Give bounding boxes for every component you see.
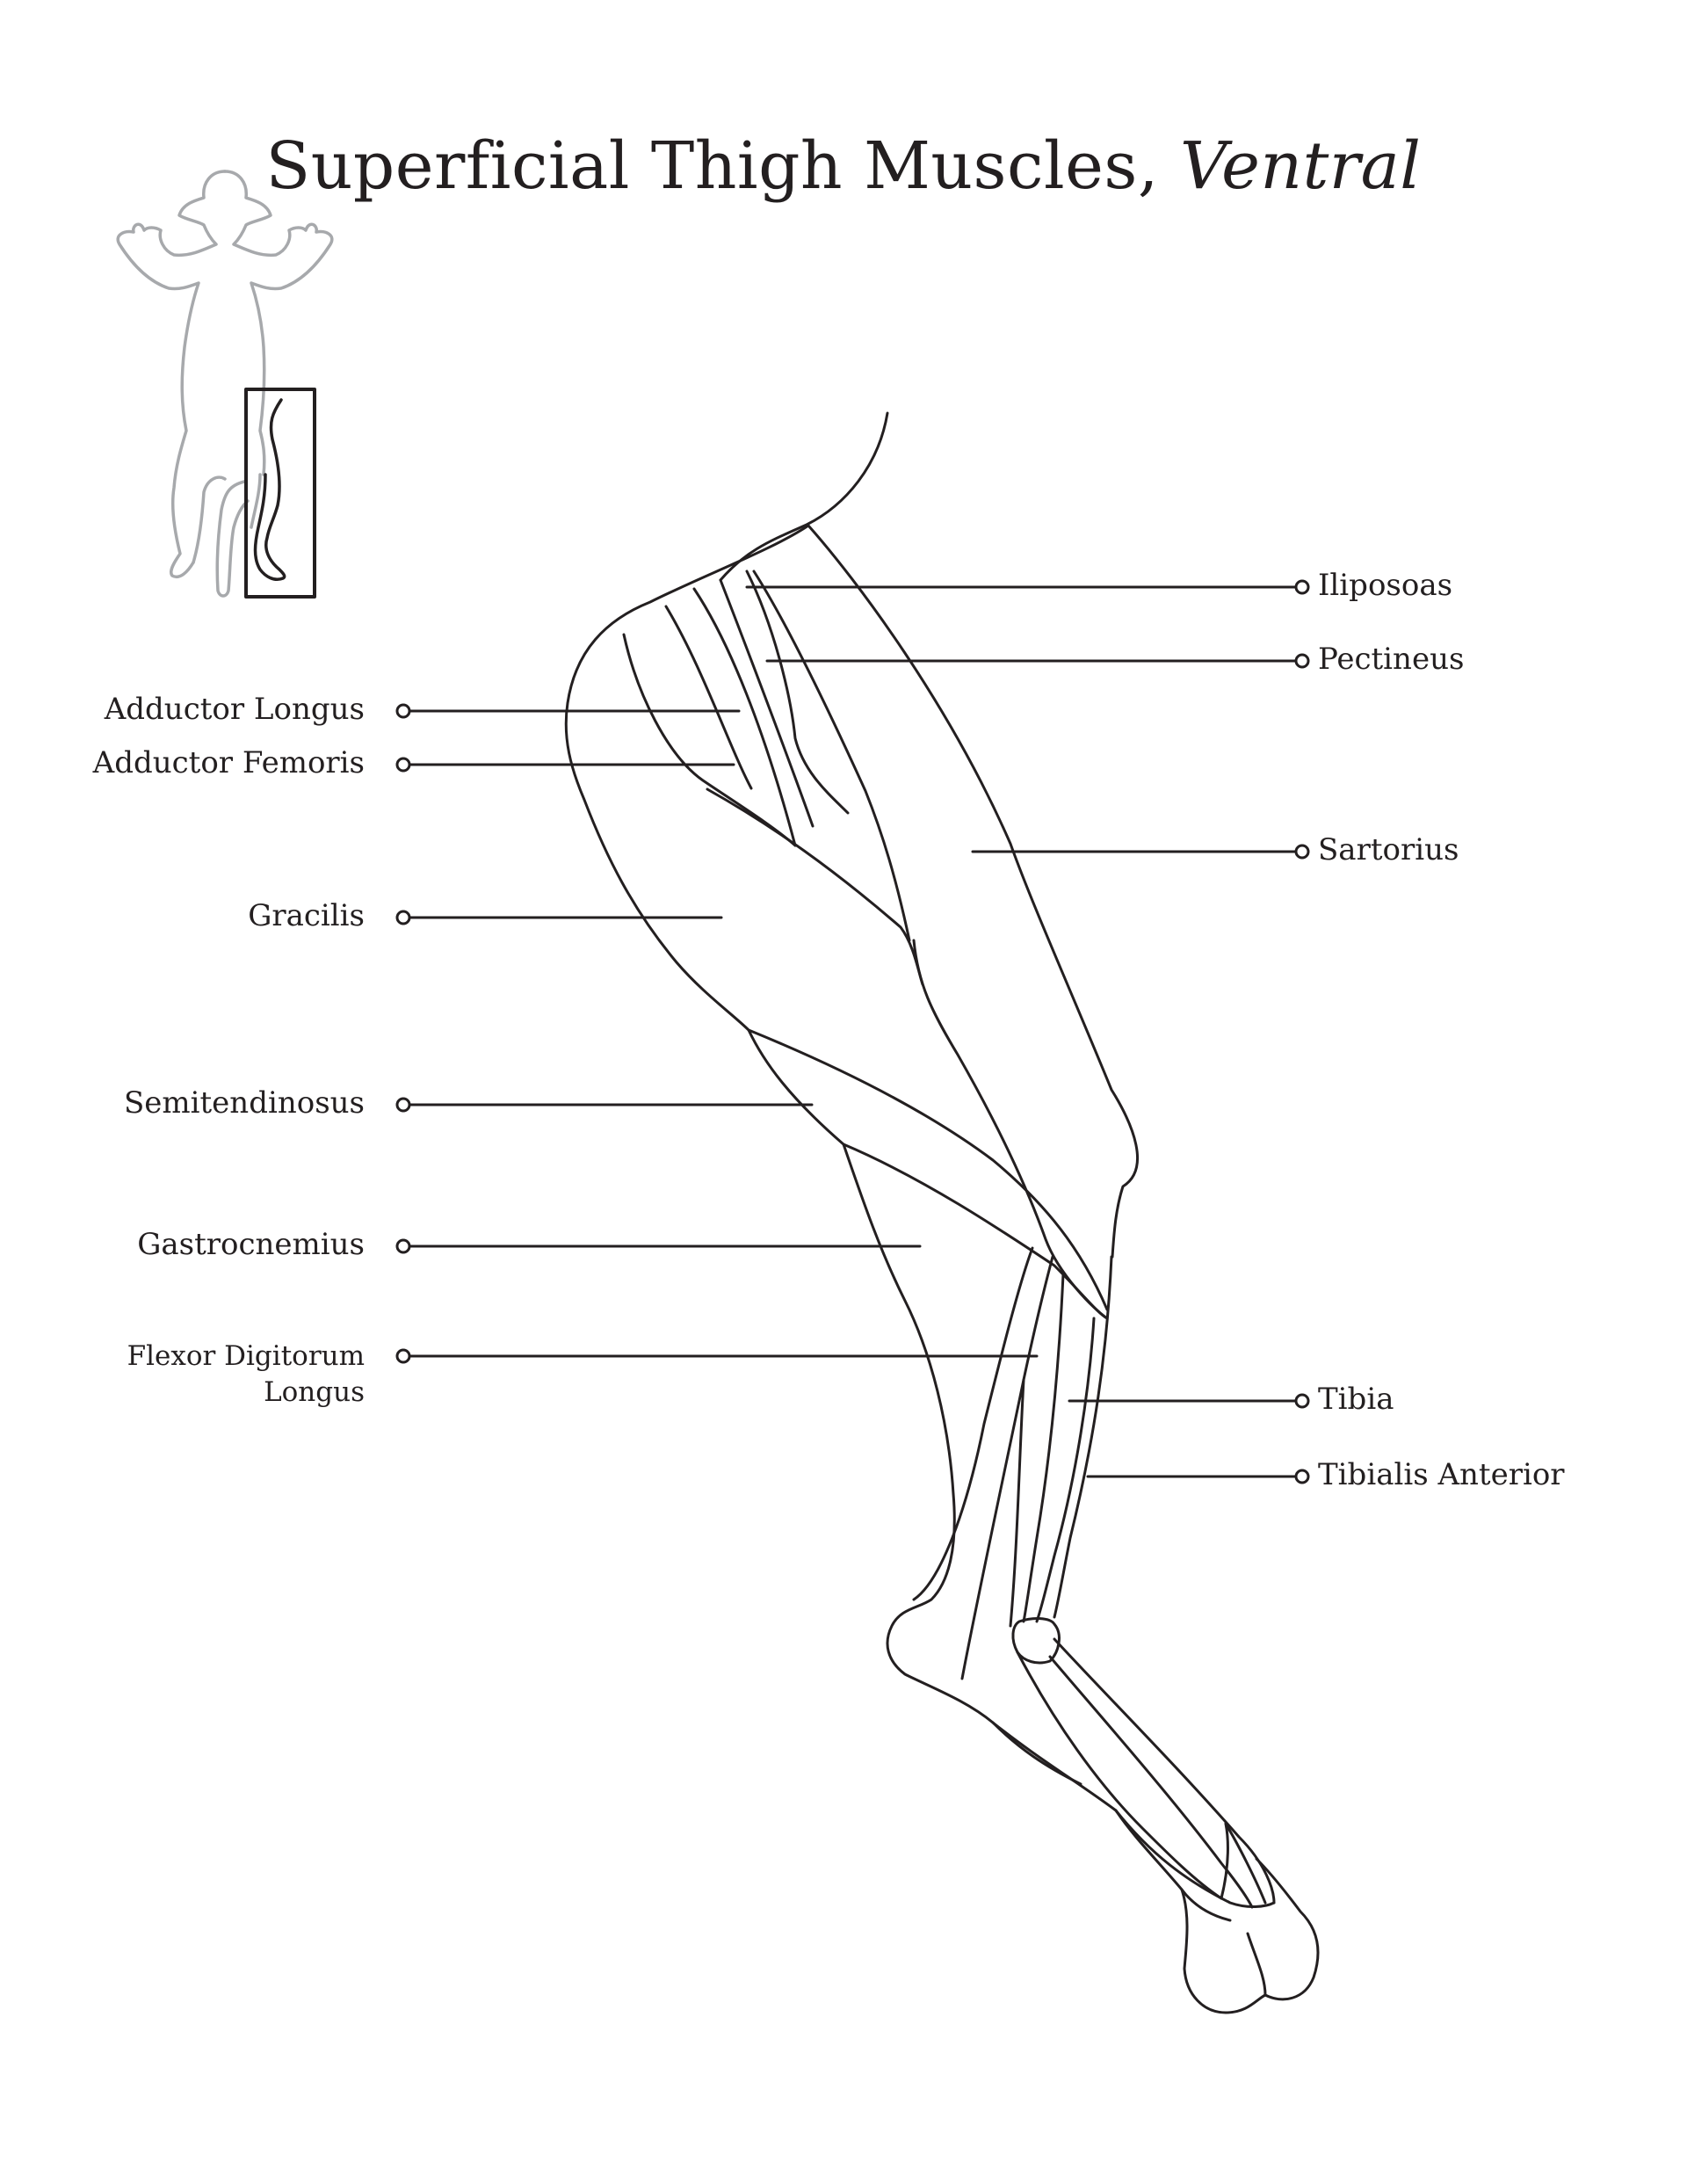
label-iliopsoas: Iliposoas [1318, 568, 1453, 603]
label-pectineus: Pectineus [1318, 642, 1465, 677]
label-semitendinosus: Semitendinosus [123, 1085, 365, 1121]
leader-dot-tibia [1296, 1395, 1308, 1407]
label-tibia: Tibia [1318, 1382, 1394, 1417]
body-silhouette [118, 171, 332, 596]
label-tibialis-anterior: Tibialis Anterior [1318, 1457, 1565, 1492]
leader-dot-semitendinosus [397, 1099, 409, 1111]
leader-dot-gracilis [397, 911, 409, 924]
title-main: Superficial Thigh Muscles, [265, 127, 1159, 204]
leader-dot-iliopsoas [1296, 581, 1308, 593]
title-view: Ventral [1179, 127, 1422, 204]
label-gastrocnemius: Gastrocnemius [137, 1227, 365, 1262]
label-sartorius: Sartorius [1318, 832, 1459, 867]
label-adductor-femoris: Adductor Femoris [92, 745, 365, 780]
leader-dot-pectineus [1296, 655, 1308, 667]
leg-illustration [566, 413, 1318, 2013]
leader-lines [397, 581, 1308, 1483]
label-flexor-digitorum-line1: Flexor Digitorum [127, 1340, 365, 1372]
label-gracilis: Gracilis [248, 898, 365, 933]
leader-dot-sartorius [1296, 845, 1308, 858]
label-flexor-digitorum-line2: Longus [264, 1376, 365, 1408]
leader-dot-adductor-longus [397, 705, 409, 717]
leader-dot-flexor-digitorum [397, 1350, 409, 1362]
leader-dot-gastrocnemius [397, 1240, 409, 1252]
leader-dot-adductor-femoris [397, 758, 409, 771]
leader-dot-tibialis-anterior [1296, 1470, 1308, 1483]
label-adductor-longus: Adductor Longus [104, 692, 365, 727]
